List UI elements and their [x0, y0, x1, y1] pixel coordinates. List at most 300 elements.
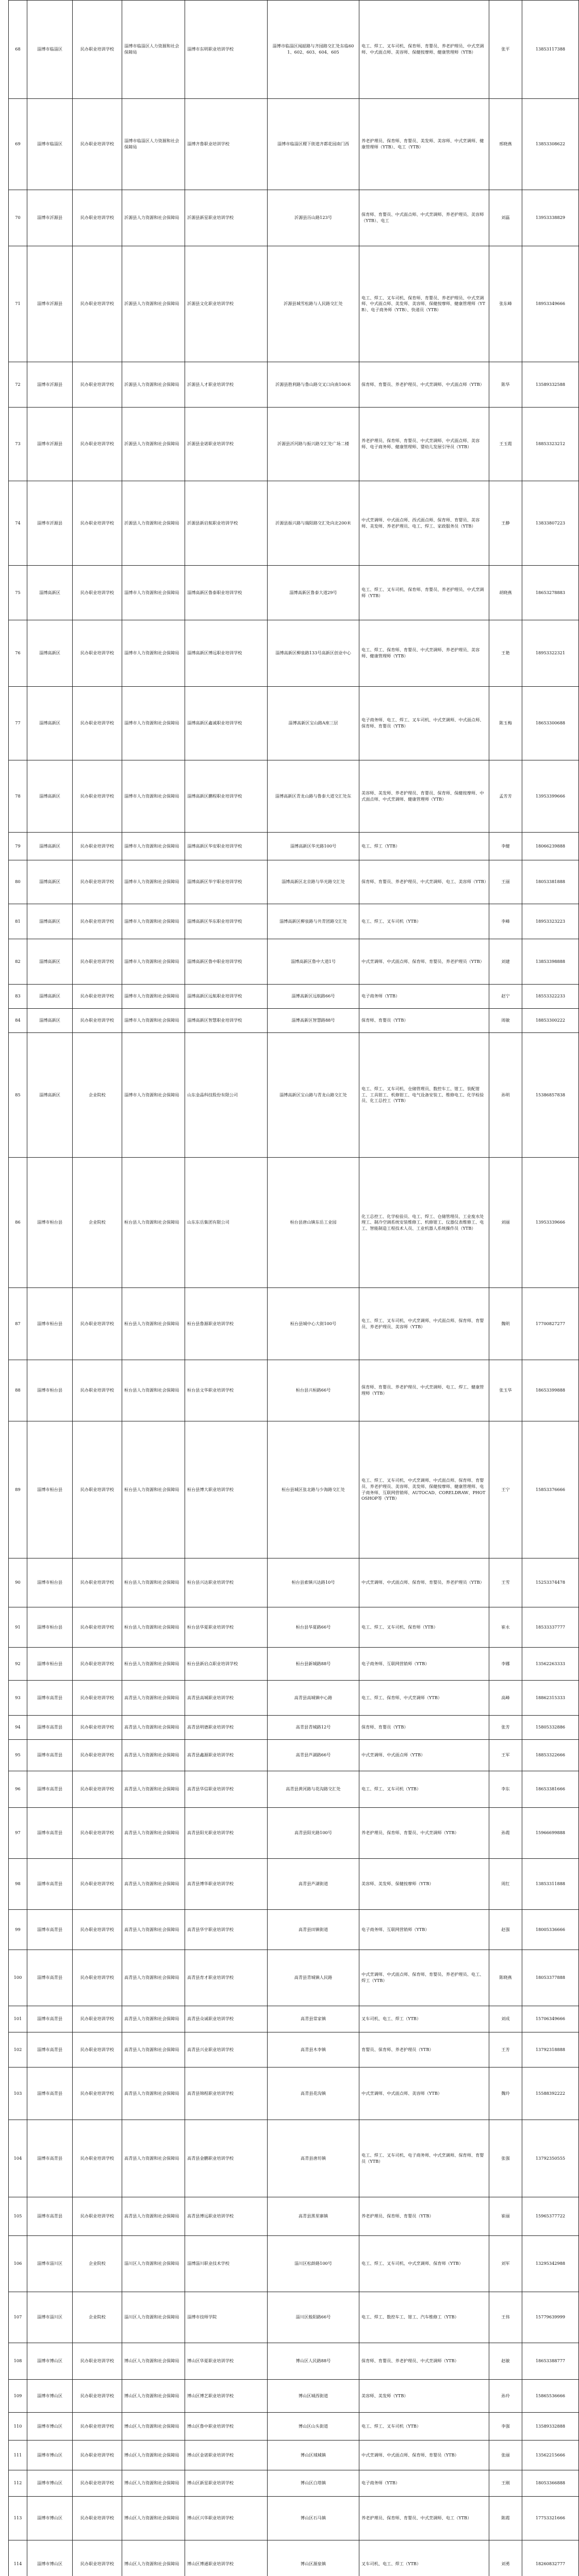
row-number: 99 [9, 1910, 27, 1950]
row-contact: 赵宁 [489, 985, 522, 1009]
row-contact: 刘建 [489, 939, 522, 985]
row-type: 民办职业培训学校 [73, 1648, 122, 1681]
row-phone: 18553322233 [522, 985, 579, 1009]
row-courses: 美容师、美发师、养老护理员、育婴员、保育师、保健按摩师、中式面点师、中式烹调师、健康管理师（YTB） [359, 760, 489, 833]
row-school-name: 沂源县新星职业培训学校 [185, 190, 268, 246]
table-row [9, 904, 579, 939]
row-contact: 赵强 [489, 1910, 522, 1950]
row-address: 博山区白塔镇 [268, 2470, 359, 2497]
row-phone: 18862315333 [522, 1681, 579, 1716]
row-school-name: 山东东岳集团有限公司 [185, 1158, 268, 1288]
row-contact: 陈华 [489, 362, 522, 408]
row-city: 淄博市博山区 [27, 2441, 73, 2470]
row-type: 民办职业培训学校 [73, 1288, 122, 1360]
row-type: 民办职业培训学校 [73, 481, 122, 566]
row-authority: 桓台县人力资源和社会保障局 [122, 1648, 185, 1681]
table-row [9, 1558, 579, 1607]
table-row [9, 1009, 579, 1033]
row-type: 民办职业培训学校 [73, 833, 122, 860]
row-type: 民办职业培训学校 [73, 860, 122, 904]
table-body [9, 1, 579, 2576]
table-row [9, 2470, 579, 2497]
row-authority: 沂源县人力资源和社会保障局 [122, 190, 185, 246]
row-courses: 养老护理员、保育师、育婴员、中式烹调师、电工（YTB） [359, 2497, 489, 2540]
row-courses: 电工、焊工、保育师、中式烹调师（YTB） [359, 1681, 489, 1716]
row-phone: 15588392222 [522, 2067, 579, 2120]
row-type: 民办职业培训学校 [73, 566, 122, 620]
row-address: 桓台县华夏路66号 [268, 1607, 359, 1648]
row-city: 淄博市沂源县 [27, 246, 73, 362]
row-city: 淄博高新区 [27, 833, 73, 860]
row-city: 淄博市高青县 [27, 1859, 73, 1910]
table-row [9, 1033, 579, 1158]
row-city: 淄博市桓台县 [27, 1648, 73, 1681]
row-address: 沂源县振兴路与瑞阳路交汇处向北200米 [268, 481, 359, 566]
row-authority: 淄川区人力资源和社会保障局 [122, 2236, 185, 2292]
row-city: 淄博市博山区 [27, 2413, 73, 2441]
row-type: 民办职业培训学校 [73, 190, 122, 246]
row-contact: 王艳 [489, 620, 522, 687]
row-contact: 王宁 [489, 1421, 522, 1558]
row-school-name: 高青县育才职业培训学校 [185, 1950, 268, 2006]
row-courses: 养老护理员、保育师、育婴员（YTB） [359, 2197, 489, 2236]
row-school-name: 淄博市东明职业培训学校 [185, 1, 268, 99]
row-city: 淄博市高青县 [27, 1771, 73, 1808]
row-contact: 邢晓燕 [489, 99, 522, 190]
row-courses: 电工、焊工、叉车司机、保育师、育婴员、养老护理员、中式烹调师、中式面点师、美容师、保健按摩师、健康管理师（YTB） [359, 1, 489, 99]
row-address: 博山区源泉镇 [268, 2540, 359, 2576]
row-type: 民办职业培训学校 [73, 1, 122, 99]
row-school-name: 博山区华夏职业培训学校 [185, 2343, 268, 2380]
row-phone: 18533337777 [522, 1607, 579, 1648]
row-number: 85 [9, 1033, 27, 1158]
table-row [9, 1360, 579, 1421]
row-phone: 18853323212 [522, 408, 579, 481]
row-number: 106 [9, 2236, 27, 2292]
row-courses: 保育师、育婴员、养老护理员、中式烹调师、电工、美容师（YTB） [359, 860, 489, 904]
row-courses: 化工总控工、化学检验员、电工、焊工、仓储管理员、工业废水处理工、制冷空调系统安装维修工、机修钳工、仪器仪表维修工、电工、智能制造工程技术人员、工业机器人系统操作员（YTB） [359, 1158, 489, 1288]
row-courses: 电工、焊工、保育师、育婴员、中式烹调师、养老护理员、美容师、健康管理师（YTB） [359, 620, 489, 687]
row-contact: 张丽 [489, 2441, 522, 2470]
row-address: 淄博市临淄区闻韶路与齐园路交汇处东临601、602、603、604、605 [268, 1, 359, 99]
row-authority: 高青县人力资源和社会保障局 [122, 2032, 185, 2067]
table-row [9, 1648, 579, 1681]
row-city: 淄博高新区 [27, 1033, 73, 1158]
row-school-name: 高青县高城职业培训学校 [185, 1681, 268, 1716]
row-number: 113 [9, 2497, 27, 2540]
row-phone: 18953322321 [522, 620, 579, 687]
row-city: 淄博市高青县 [27, 1950, 73, 2006]
row-phone: 18053377888 [522, 1950, 579, 2006]
row-authority: 淄博市人力资源和社会保障局 [122, 1033, 185, 1158]
row-phone: 15965377722 [522, 2197, 579, 2236]
row-courses: 中式烹调师、中式面点师、保育师、育婴员、养老护理员（YTB） [359, 1558, 489, 1607]
row-type: 民办职业培训学校 [73, 2441, 122, 2470]
table-row [9, 2413, 579, 2441]
table-row [9, 408, 579, 481]
row-courses: 保育师、育婴员（YTB） [359, 1009, 489, 1033]
row-city: 淄博市沂源县 [27, 362, 73, 408]
row-authority: 高青县人力资源和社会保障局 [122, 1771, 185, 1808]
row-phone: 15253374478 [522, 1558, 579, 1607]
row-phone: 13833807223 [522, 481, 579, 566]
row-address: 淄博高新区华光路100号 [268, 833, 359, 860]
row-phone: 18066239888 [522, 833, 579, 860]
row-authority: 高青县人力资源和社会保障局 [122, 1716, 185, 1740]
row-city: 淄博市桓台县 [27, 1558, 73, 1607]
row-authority: 淄博市人力资源和社会保障局 [122, 833, 185, 860]
row-school-name: 淄博高新区博远职业培训学校 [185, 620, 268, 687]
row-phone: 13853308622 [522, 99, 579, 190]
row-address: 博山区域城镇 [268, 2441, 359, 2470]
row-number: 79 [9, 833, 27, 860]
row-contact: 魏玲 [489, 2067, 522, 2120]
row-number: 80 [9, 860, 27, 904]
row-authority: 淄博市人力资源和社会保障局 [122, 566, 185, 620]
row-courses: 叉车司机、电工、焊工（YTB） [359, 2540, 489, 2576]
row-contact: 张芳 [489, 1716, 522, 1740]
row-city: 淄博高新区 [27, 985, 73, 1009]
row-type: 民办职业培训学校 [73, 2380, 122, 2413]
row-authority: 沂源县人力资源和社会保障局 [122, 246, 185, 362]
row-phone: 18260832777 [522, 2540, 579, 2576]
table-row [9, 2380, 579, 2413]
table-row [9, 860, 579, 904]
row-type: 民办职业培训学校 [73, 1859, 122, 1910]
row-address: 高青县芦湖街道 [268, 1859, 359, 1910]
row-address: 淄川区般阳路66号 [268, 2292, 359, 2343]
row-city: 淄博市博山区 [27, 2380, 73, 2413]
row-number: 72 [9, 362, 27, 408]
row-school-name: 沂源县金诺职业培训学校 [185, 408, 268, 481]
row-phone: 15966699888 [522, 1808, 579, 1859]
row-phone: 13792318888 [522, 2032, 579, 2067]
row-type: 民办职业培训学校 [73, 2067, 122, 2120]
row-school-name: 高青县阳光职业培训学校 [185, 1808, 268, 1859]
row-school-name: 淄博高新区华东职业培训学校 [185, 904, 268, 939]
row-type: 民办职业培训学校 [73, 2540, 122, 2576]
row-phone: 13953338829 [522, 190, 579, 246]
row-type: 民办职业培训学校 [73, 362, 122, 408]
row-contact: 张强 [489, 2120, 522, 2197]
row-address: 淄博高新区宝山路与青龙山路交汇处 [268, 1033, 359, 1158]
row-number: 88 [9, 1360, 27, 1421]
table-row [9, 1716, 579, 1740]
row-phone: 18653381666 [522, 1771, 579, 1808]
row-authority: 高青县人力资源和社会保障局 [122, 1910, 185, 1950]
row-type: 民办职业培训学校 [73, 2413, 122, 2441]
row-phone: 13589332588 [522, 362, 579, 408]
row-school-name: 沂源县人才职业培训学校 [185, 362, 268, 408]
row-type: 企业院校 [73, 2292, 122, 2343]
row-city: 淄博市临淄区 [27, 1, 73, 99]
row-contact: 周红 [489, 1859, 522, 1910]
row-city: 淄博高新区 [27, 620, 73, 687]
row-address: 高青县青城镇人民路 [268, 1950, 359, 2006]
row-city: 淄博高新区 [27, 939, 73, 985]
row-courses: 电工、焊工、叉车司机（YTB） [359, 904, 489, 939]
row-courses: 中式烹调师、中式面点师、保育师、育婴员、养老护理员、电工、焊工（YTB） [359, 1950, 489, 2006]
row-school-name: 博山区金诺职业培训学校 [185, 2441, 268, 2470]
row-number: 69 [9, 99, 27, 190]
row-school-name: 博山区博通职业培训学校 [185, 2540, 268, 2576]
row-authority: 博山区人力资源和社会保障局 [122, 2380, 185, 2413]
row-city: 淄博市沂源县 [27, 408, 73, 481]
row-city: 淄博市沂源县 [27, 481, 73, 566]
row-authority: 高青县人力资源和社会保障局 [122, 2120, 185, 2197]
row-address: 淄博市临淄区稷下街道齐都花园南门西 [268, 99, 359, 190]
row-courses: 中式烹调师、中式面点师、西式面点师、保育师、育婴员、美容师、美发师、养老护理员、电工、焊工、家政服务员（YTB） [359, 481, 489, 566]
row-authority: 淄博市临淄区人力资源和社会保障局 [122, 1, 185, 99]
row-school-name: 高青县明德职业培训学校 [185, 1716, 268, 1740]
row-type: 民办职业培训学校 [73, 1808, 122, 1859]
row-contact: 王丽 [489, 860, 522, 904]
row-courses: 电工、焊工、数控车工、钳工、汽车维修工（YTB） [359, 2292, 489, 2343]
row-school-name: 博山区鲁中职业培训学校 [185, 2413, 268, 2441]
table-row [9, 1771, 579, 1808]
row-city: 淄博市高青县 [27, 1740, 73, 1771]
row-authority: 淄川区人力资源和社会保障局 [122, 2292, 185, 2343]
row-courses: 美容师、美发师（YTB） [359, 2380, 489, 2413]
row-city: 淄博市高青县 [27, 2197, 73, 2236]
row-authority: 高青县人力资源和社会保障局 [122, 1859, 185, 1910]
row-contact: 李健 [489, 833, 522, 860]
row-contact: 张东峰 [489, 246, 522, 362]
row-school-name: 高青县锦程职业培训学校 [185, 2067, 268, 2120]
row-courses: 电工、焊工（YTB） [359, 833, 489, 860]
row-contact: 陈晓燕 [489, 1950, 522, 2006]
row-number: 104 [9, 2120, 27, 2197]
row-type: 民办职业培训学校 [73, 2497, 122, 2540]
row-phone: 17700827277 [522, 1288, 579, 1360]
row-authority: 高青县人力资源和社会保障局 [122, 1681, 185, 1716]
row-address: 淄博高新区鲁中大道1号 [268, 939, 359, 985]
row-city: 淄博市高青县 [27, 2120, 73, 2197]
row-number: 90 [9, 1558, 27, 1607]
row-address: 桓台县城中心大街100号 [268, 1288, 359, 1360]
row-address: 沂源县城雪松路与人民路交汇处 [268, 246, 359, 362]
row-authority: 博山区人力资源和社会保障局 [122, 2540, 185, 2576]
row-address: 高青县芦湖路66号 [268, 1740, 359, 1771]
table-row [9, 2032, 579, 2067]
row-city: 淄博市博山区 [27, 2497, 73, 2540]
row-school-name: 淄博高新区鲁中职业培训学校 [185, 939, 268, 985]
row-school-name: 淄博高新区鑫诚职业培训学校 [185, 687, 268, 760]
row-address: 淄博高新区宝山路A座三层 [268, 687, 359, 760]
row-city: 淄博市高青县 [27, 2032, 73, 2067]
table-row [9, 687, 579, 760]
row-phone: 18853300222 [522, 1009, 579, 1033]
row-authority: 桓台县人力资源和社会保障局 [122, 1558, 185, 1607]
row-contact: 王玉霞 [489, 408, 522, 481]
row-contact: 陈玉梅 [489, 687, 522, 760]
row-address: 桓台县索镇兴达路10号 [268, 1558, 359, 1607]
training-school-table [8, 0, 579, 2576]
row-city: 淄博市临淄区 [27, 99, 73, 190]
row-courses: 电工、焊工、叉车司机、保育师、育婴员、养老护理员、中式烹调师（YTB） [359, 566, 489, 620]
row-phone: 18953323223 [522, 904, 579, 939]
row-authority: 淄博市人力资源和社会保障局 [122, 760, 185, 833]
row-phone: 13853311888 [522, 1859, 579, 1910]
row-number: 110 [9, 2413, 27, 2441]
row-authority: 高青县人力资源和社会保障局 [122, 1950, 185, 2006]
row-authority: 桓台县人力资源和社会保障局 [122, 1607, 185, 1648]
table-row [9, 566, 579, 620]
row-school-name: 淄博高新区远航职业培训学校 [185, 985, 268, 1009]
row-school-name: 淄博高新区鹏程职业培训学校 [185, 760, 268, 833]
row-authority: 高青县人力资源和社会保障局 [122, 2067, 185, 2120]
table-row [9, 2006, 579, 2032]
row-number: 103 [9, 2067, 27, 2120]
row-city: 淄博市博山区 [27, 2540, 73, 2576]
row-authority: 淄博市人力资源和社会保障局 [122, 860, 185, 904]
table-row [9, 1808, 579, 1859]
row-address: 高青县木李镇 [268, 2032, 359, 2067]
row-type: 民办职业培训学校 [73, 2197, 122, 2236]
row-type: 民办职业培训学校 [73, 2120, 122, 2197]
row-number: 68 [9, 1, 27, 99]
row-city: 淄博市淄川区 [27, 2292, 73, 2343]
row-type: 民办职业培训学校 [73, 2470, 122, 2497]
table-row [9, 2067, 579, 2120]
row-phone: 18653388777 [522, 2343, 579, 2380]
row-city: 淄博高新区 [27, 1009, 73, 1033]
table-row [9, 1421, 579, 1558]
row-city: 淄博市沂源县 [27, 190, 73, 246]
row-address: 博山区石马镇 [268, 2497, 359, 2540]
row-number: 100 [9, 1950, 27, 2006]
row-phone: 13295342988 [522, 2236, 579, 2292]
row-school-name: 博山区博艺职业培训学校 [185, 2380, 268, 2413]
row-courses: 养老护理员、保育师、育婴员、美发师、美容师、中式烹调师、健康管理师（YTB）、电工（YTB） [359, 99, 489, 190]
row-school-name: 沂源县新启航职业培训学校 [185, 481, 268, 566]
row-contact: 崔丽 [489, 2197, 522, 2236]
row-address: 高青县黄河路与花沟路交汇处 [268, 1771, 359, 1808]
row-school-name: 高青县华宇职业培训学校 [185, 1910, 268, 1950]
row-contact: 高峰 [489, 1681, 522, 1716]
row-courses: 电子商务师、电工、焊工、叉车司机、中式烹调师、中式面点师、保育师、育婴员（YTB） [359, 687, 489, 760]
row-type: 民办职业培训学校 [73, 1771, 122, 1808]
row-address: 沂源县沂河路与振兴路交汇处广场二楼 [268, 408, 359, 481]
row-city: 淄博市高青县 [27, 1910, 73, 1950]
table-row [9, 985, 579, 1009]
row-type: 民办职业培训学校 [73, 760, 122, 833]
row-authority: 淄博市人力资源和社会保障局 [122, 620, 185, 687]
row-school-name: 高青县华信职业培训学校 [185, 1771, 268, 1808]
row-address: 高青县青城路12号 [268, 1716, 359, 1740]
row-courses: 中式烹调师、中式面点师、保育师、育婴员、养老护理员（YTB） [359, 939, 489, 985]
row-address: 高青县阳光路100号 [268, 1808, 359, 1859]
row-authority: 博山区人力资源和社会保障局 [122, 2413, 185, 2441]
row-address: 淄博高新区北京路与华光路交汇处 [268, 860, 359, 904]
row-courses: 保育师、育婴员、养老护理员、中式烹调师、电工、焊工、健康管理师（YTB） [359, 1360, 489, 1421]
row-type: 民办职业培训学校 [73, 620, 122, 687]
row-courses: 保育师、育婴员（YTB） [359, 1716, 489, 1740]
row-address: 淄博高新区青龙山路与鲁泰大道交汇处东 [268, 760, 359, 833]
row-contact: 魏明 [489, 1288, 522, 1360]
row-phone: 18953349666 [522, 246, 579, 362]
table-row [9, 1681, 579, 1716]
row-courses: 保育师、育婴员、养老护理员、中式烹调师（YTB） [359, 2343, 489, 2380]
row-address: 桓台县兴桓路66号 [268, 1360, 359, 1421]
table-row [9, 1607, 579, 1648]
row-phone: 15386857838 [522, 1033, 579, 1158]
table-row [9, 1740, 579, 1771]
row-phone: 15853376666 [522, 1421, 579, 1558]
row-school-name: 淄博齐鲁职业培训学校 [185, 99, 268, 190]
row-school-name: 桓台县博大职业培训学校 [185, 1421, 268, 1558]
row-type: 民办职业培训学校 [73, 246, 122, 362]
row-phone: 18653278883 [522, 566, 579, 620]
row-courses: 电工、焊工、叉车司机、保育师、育婴员、养老护理员、中式烹调师、中式面点师、美发师、美容师、保健按摩师、健康管理师（YTB）、电子商务师（YTB）、快递员（YTB） [359, 246, 489, 362]
row-number: 97 [9, 1808, 27, 1859]
row-city: 淄博市高青县 [27, 1716, 73, 1740]
row-courses: 保育师、育婴员、中式面点师、中式烹调师、养老护理员、美容师（YTB）、电工 [359, 190, 489, 246]
row-contact: 李强 [489, 2413, 522, 2441]
row-courses: 电工、焊工、叉车司机（YTB） [359, 1771, 489, 1808]
row-address: 高青县高城镇中心路 [268, 1681, 359, 1716]
table-row [9, 1158, 579, 1288]
table-row [9, 190, 579, 246]
row-city: 淄博高新区 [27, 687, 73, 760]
row-school-name: 淄博高新区华宇职业培训学校 [185, 860, 268, 904]
row-address: 桓台县唐山镇东岳工业园 [268, 1158, 359, 1288]
row-phone: 18853322666 [522, 1740, 579, 1771]
row-number: 74 [9, 481, 27, 566]
row-number: 87 [9, 1288, 27, 1360]
row-courses: 叉车司机、电工、焊工（YTB） [359, 2006, 489, 2032]
row-type: 民办职业培训学校 [73, 99, 122, 190]
row-type: 民办职业培训学校 [73, 904, 122, 939]
row-authority: 淄博市临淄区人力资源和社会保障局 [122, 99, 185, 190]
table-row [9, 2497, 579, 2540]
row-contact: 赵敏 [489, 2343, 522, 2380]
table-row [9, 760, 579, 833]
row-address: 淄博高新区柳泉路133号高新区创业中心 [268, 620, 359, 687]
row-contact: 刘丽 [489, 1158, 522, 1288]
row-contact: 王芳 [489, 2032, 522, 2067]
row-school-name: 山东金晶科技股份有限公司 [185, 1033, 268, 1158]
row-type: 民办职业培训学校 [73, 939, 122, 985]
row-authority: 博山区人力资源和社会保障局 [122, 2343, 185, 2380]
table-row [9, 1950, 579, 2006]
row-courses: 中式烹调师、中式面点师（YTB） [359, 1740, 489, 1771]
row-authority: 高青县人力资源和社会保障局 [122, 2197, 185, 2236]
row-authority: 沂源县人力资源和社会保障局 [122, 408, 185, 481]
row-authority: 桓台县人力资源和社会保障局 [122, 1360, 185, 1421]
row-school-name: 高青县博远职业培训学校 [185, 2197, 268, 2236]
row-type: 民办职业培训学校 [73, 1607, 122, 1648]
row-number: 86 [9, 1158, 27, 1288]
row-authority: 淄博市人力资源和社会保障局 [122, 985, 185, 1009]
row-type: 民办职业培训学校 [73, 2032, 122, 2067]
row-phone: 15706349666 [522, 2006, 579, 2032]
row-number: 70 [9, 190, 27, 246]
row-number: 105 [9, 2197, 27, 2236]
row-phone: 13953399666 [522, 760, 579, 833]
row-school-name: 高青县鑫源职业培训学校 [185, 1740, 268, 1771]
row-authority: 博山区人力资源和社会保障局 [122, 2470, 185, 2497]
row-number: 109 [9, 2380, 27, 2413]
row-phone: 18005336666 [522, 1910, 579, 1950]
row-number: 81 [9, 904, 27, 939]
table-row [9, 1, 579, 99]
row-number: 93 [9, 1681, 27, 1716]
row-courses: 中式烹调师、中式面点师、保育师、育婴员（YTB） [359, 2441, 489, 2470]
row-number: 102 [9, 2032, 27, 2067]
row-contact: 刘军 [489, 2236, 522, 2292]
row-number: 91 [9, 1607, 27, 1648]
